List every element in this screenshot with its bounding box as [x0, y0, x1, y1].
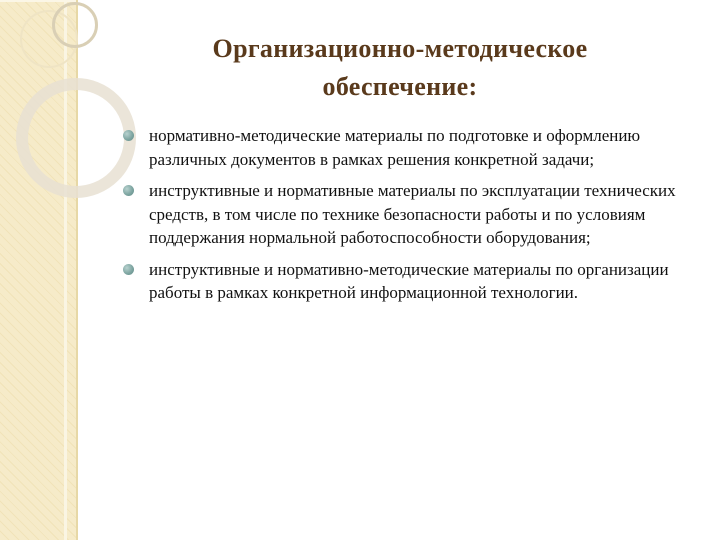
slide-content	[120, 30, 680, 313]
panel-top-stripe	[0, 0, 78, 2]
title-line-1: Организационно-методическое	[212, 34, 588, 63]
bullet-list	[120, 124, 680, 305]
title-line-2: обеспечение:	[322, 72, 478, 101]
list-item-text: инструктивные и нормативные материалы по эксплуатации технических средств, в том числе по технике безопасности работы и по условиям поддержания нормальной работоспособности оборудования;	[149, 181, 676, 247]
list-item	[120, 258, 680, 305]
slide-title	[120, 30, 680, 106]
list-item	[120, 179, 680, 250]
list-item-text: нормативно-методические материалы по подготовке и оформлению различных документов в рамках решения конкретной задачи;	[149, 126, 641, 169]
decorative-ring-small	[52, 2, 98, 48]
bullet-icon	[123, 185, 134, 196]
list-item	[120, 124, 680, 171]
decorative-ring-large	[16, 78, 136, 198]
bullet-icon	[123, 130, 134, 141]
list-item-text: инструктивные и нормативно-методические материалы по организации работы в рамках конкретной информационной технологии.	[149, 259, 669, 302]
bullet-icon	[123, 264, 134, 275]
